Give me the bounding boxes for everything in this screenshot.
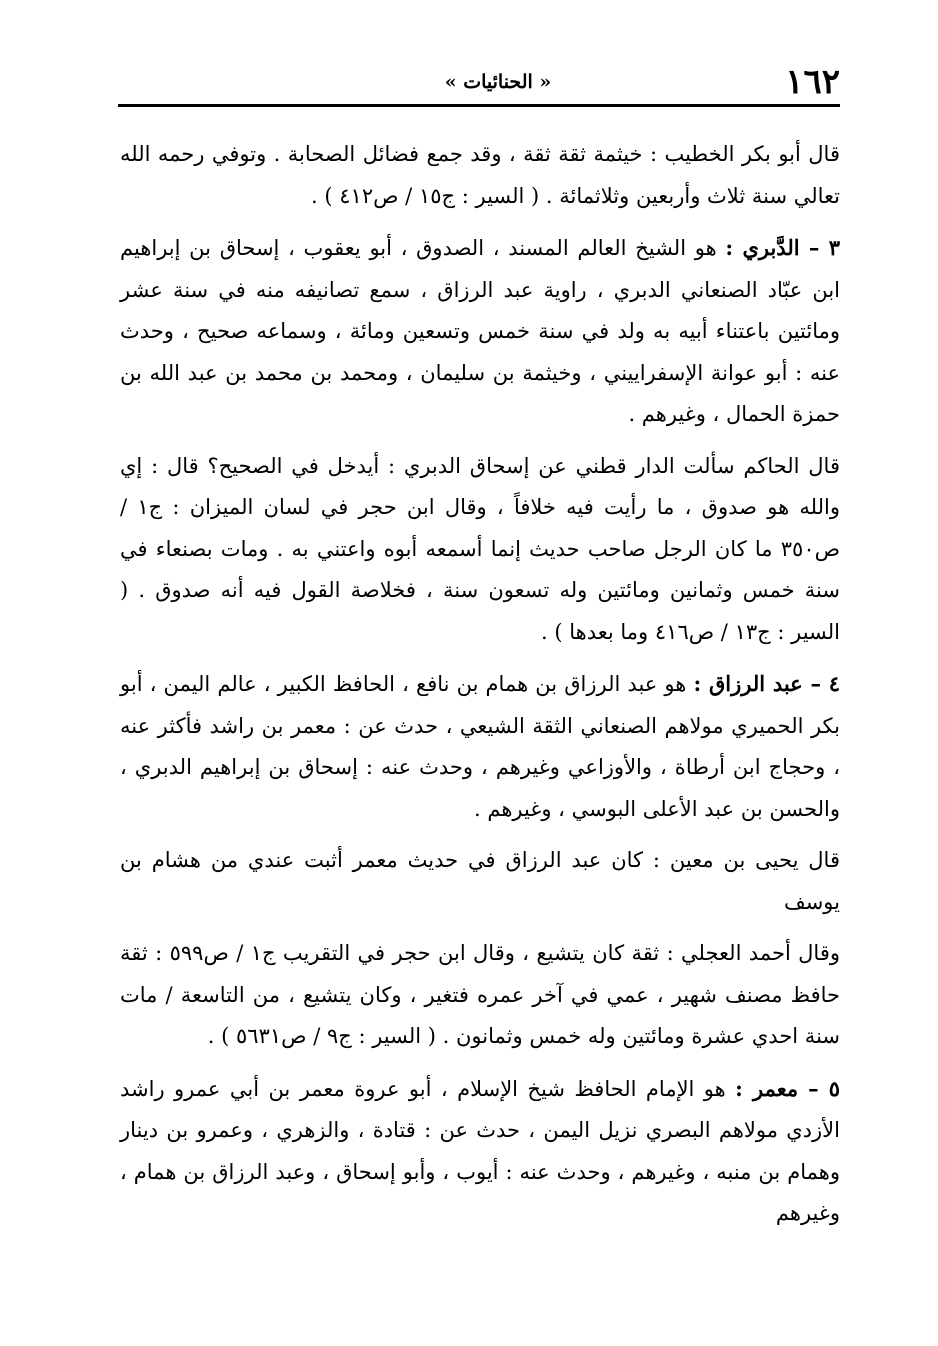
page-number: ١٦٢	[785, 62, 840, 102]
page-body	[120, 134, 840, 1245]
entry-heading: ٥ – معمر :	[735, 1075, 840, 1101]
paragraph-dabari-bio	[120, 227, 840, 436]
paragraph-text: قال الحاكم سألت الدار قطني عن إسحاق الدبري : أيدخل في الصحيح؟ قال : إي والله هو صدوق ، ما رأيت فيه خلافاً ، وقال ابن حجر في لسان الميزان : ج١ / ص٣٥٠ ما كان الرجل صاحب حديث إنما أسمعه أبوه واعتني به . ومات بصنعاء في سنة خمس وثمانين ومائتين وله تسعون سنة ، فخلاصة القول فيه أنه صدوق . ( السير : ج١٣ / ص٤١٦ وما بعدها ) .	[120, 453, 840, 644]
paragraph-abdulrazzaq-bio	[120, 663, 840, 830]
paragraph-hakim-quote	[120, 446, 840, 654]
paragraph-text: قال أبو بكر الخطيب : خيثمة ثقة ثقة ، وقد جمع فضائل الصحابة . وتوفي رحمه الله تعالي سنة ثلاث وأربعين وثلاثمائة . ( السير : ج١٥ / ص٤١٢ ) .	[120, 142, 840, 208]
header-rule	[118, 104, 840, 107]
page-header	[118, 62, 840, 102]
running-title: « الحنائيات »	[444, 71, 552, 93]
paragraph-text: هو عبد الرزاق بن همام بن نافع ، الحافظ الكبير ، عالم اليمن ، أبو بكر الحميري مولاهم الصنعاني الثقة الشيعي ، حدث عن : معمر بن راشد فأكثر عنه ، وحجاج ابن أرطاة ، والأوزاعي وغيرهم ، وحدث عنه : إسحاق بن إبراهيم الدبري ، والحسن بن عبد الأعلى البوسي ، وغيرهم .	[120, 672, 840, 821]
paragraph-text: وقال أحمد العجلي : ثقة كان يتشيع ، وقال ابن حجر في التقريب ج١ / ص٥٩٩ : ثقة حافظ مصنف شهير ، عمي في آخر عمره فتغير ، وكان يتشيع ، من التاسعة / مات سنة احدي عشرة ومائتين وله خمس وثمانون . ( السير : ج٩ / ص٥٦٣١ ) .	[120, 941, 841, 1048]
entry-heading: ٤ – عبد الرزاق :	[693, 671, 840, 696]
paragraph-khatib-quote	[120, 134, 840, 217]
paragraph-text: هو الإمام الحافظ شيخ الإسلام ، أبو عروة معمر بن أبي عمرو راشد الأزدي مولاهم البصري نزيل اليمن ، حدث عن : قتادة ، والزهري ، وعمرو بن دينار وهمام بن منبه ، وغيرهم ، وحدث عنه : أيوب ، وأبو إسحاق ، وعبد الرزاق بن همام ، وغيرهم	[120, 1076, 840, 1225]
entry-heading: ٣ – الدَّبري :	[725, 235, 840, 260]
paragraph-mamar-bio	[120, 1068, 840, 1235]
paragraph-text: هو الشيخ العالم المسند ، الصدوق ، أبو يعقوب ، إسحاق بن إبراهيم ابن عبّاد الصنعاني الدبري ، راوية عبد الرزاق ، سمع تصانيفه منه في سنة عشر ومائتين باعتناء أبيه به ولد في سنة خمس وتسعين ومائة ، وسماعه صحيح ، وحدث عنه : أبو عوانة الإسفراييني ، وخيثمة بن سليمان ، ومحمد بن محمد بن عبد الله بن حمزة الحمال ، وغيرهم .	[120, 236, 840, 426]
paragraph-text: قال يحيى بن معين : كان عبد الرزاق في حديث معمر أثبت عندي من هشام بن يوسف	[120, 848, 840, 914]
paragraph-ijli-quote	[120, 933, 840, 1058]
paragraph-ibn-main-quote	[120, 840, 840, 923]
